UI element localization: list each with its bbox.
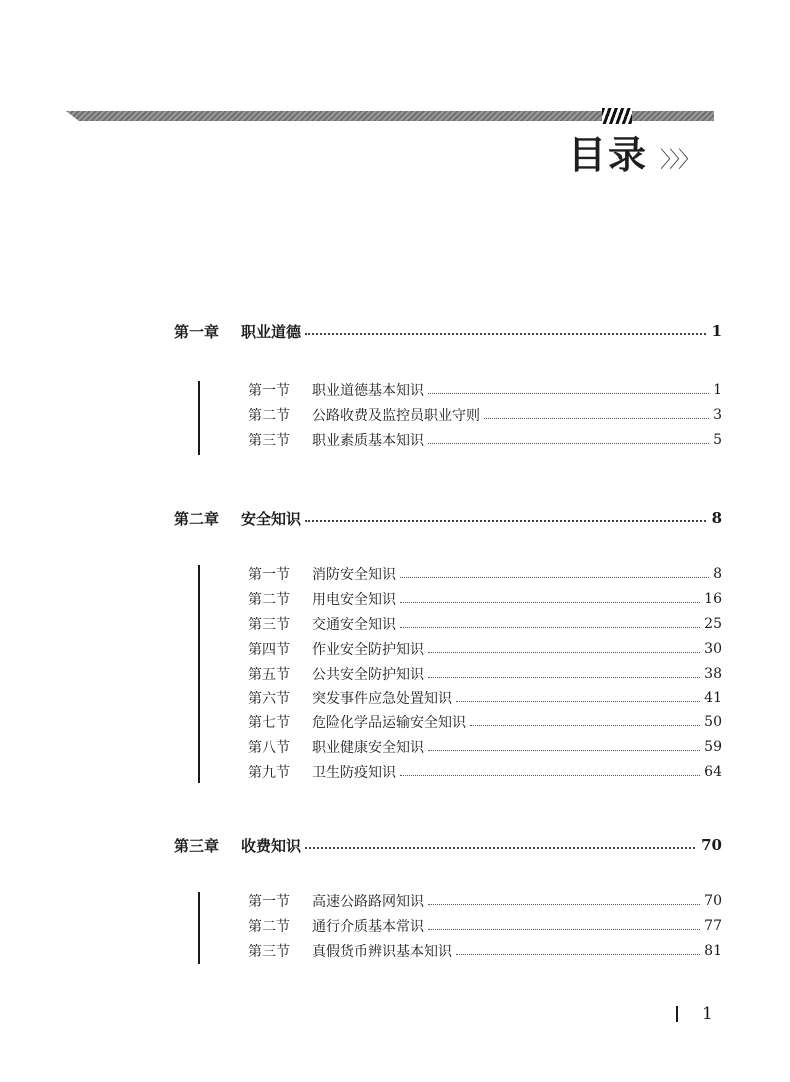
section-page: 30 <box>704 641 722 657</box>
page-number-value: 1 <box>702 1004 713 1024</box>
dot-leader <box>456 701 700 702</box>
dot-leader <box>305 333 706 335</box>
toc-section[interactable] <box>248 939 722 963</box>
dot-leader <box>400 775 700 776</box>
section-page: 25 <box>704 616 722 632</box>
dot-leader <box>400 627 700 628</box>
header-rule-accent <box>602 108 632 124</box>
section-title: 真假货币辨识基本知识 <box>312 944 452 960</box>
toc-section[interactable] <box>248 562 722 586</box>
section-title: 交通安全知识 <box>312 617 396 633</box>
section-page: 5 <box>713 432 722 448</box>
dot-leader <box>428 929 700 930</box>
chapter-page: 1 <box>711 322 722 340</box>
section-title: 职业道德基本知识 <box>312 383 424 399</box>
toc-section[interactable] <box>248 378 722 402</box>
toc-section[interactable] <box>248 686 722 710</box>
toc-section[interactable] <box>248 662 722 686</box>
page-number <box>676 1002 713 1026</box>
section-title: 公共安全防护知识 <box>312 667 424 683</box>
section-page: 41 <box>704 690 722 706</box>
toc-section[interactable] <box>248 428 722 452</box>
section-number: 第五节 <box>248 667 290 683</box>
chevron-right-icon: 〉〉〉 <box>660 148 699 173</box>
section-title: 职业健康安全知识 <box>312 740 424 756</box>
section-bracket-bar <box>198 381 200 455</box>
dot-leader <box>428 443 709 444</box>
chapter-title: 收费知识 <box>241 836 302 855</box>
section-page: 38 <box>704 666 722 682</box>
chapter-page: 8 <box>711 509 722 527</box>
section-title: 公路收费及监控员职业守则 <box>312 408 480 424</box>
section-number: 第一节 <box>248 383 290 399</box>
section-page: 1 <box>713 382 722 398</box>
section-page: 77 <box>704 918 722 934</box>
section-number: 第三节 <box>248 617 290 633</box>
chapter-number: 第一章 <box>174 322 220 341</box>
section-title: 卫生防疫知识 <box>312 765 396 781</box>
dot-leader <box>305 847 695 849</box>
section-title: 作业安全防护知识 <box>312 642 424 658</box>
section-page: 64 <box>704 764 722 780</box>
section-number: 第一节 <box>248 567 290 583</box>
section-title: 通行介质基本常识 <box>312 919 424 935</box>
section-title: 消防安全知识 <box>312 567 396 583</box>
section-title: 危险化学品运输安全知识 <box>312 715 466 731</box>
dot-leader <box>470 725 700 726</box>
section-bracket-bar <box>198 892 200 964</box>
section-list <box>198 889 722 963</box>
section-number: 第四节 <box>248 642 290 658</box>
section-number: 第九节 <box>248 765 290 781</box>
toc-section[interactable] <box>248 637 722 661</box>
dot-leader <box>428 393 709 394</box>
section-number: 第七节 <box>248 715 290 731</box>
dot-leader <box>428 750 700 751</box>
section-page: 70 <box>704 893 722 909</box>
chapter-page: 70 <box>701 836 722 854</box>
toc-section[interactable] <box>248 403 722 427</box>
section-list <box>198 562 722 784</box>
toc-chapter[interactable] <box>174 833 722 857</box>
section-title: 高速公路路网知识 <box>312 894 424 910</box>
dot-leader <box>400 577 709 578</box>
section-page: 81 <box>704 943 722 959</box>
chapter-title: 安全知识 <box>241 509 302 528</box>
toc-section[interactable] <box>248 760 722 784</box>
page-title: 目录 <box>568 133 649 177</box>
toc-chapter[interactable] <box>174 506 722 530</box>
section-list <box>198 378 722 456</box>
dot-leader <box>305 520 706 522</box>
section-page: 50 <box>704 714 722 730</box>
section-number: 第二节 <box>248 408 290 424</box>
section-number: 第六节 <box>248 691 290 707</box>
dot-leader <box>428 904 700 905</box>
section-number: 第二节 <box>248 919 290 935</box>
toc-section[interactable] <box>248 612 722 636</box>
section-title: 突发事件应急处置知识 <box>312 691 452 707</box>
dot-leader <box>484 418 709 419</box>
toc-section[interactable] <box>248 587 722 611</box>
toc-section[interactable] <box>248 914 722 938</box>
dot-leader <box>400 602 700 603</box>
chapter-number: 第三章 <box>174 836 220 855</box>
toc-section[interactable] <box>248 710 722 734</box>
toc-section[interactable] <box>248 889 722 913</box>
toc-chapter[interactable] <box>174 319 722 343</box>
section-title: 用电安全知识 <box>312 592 396 608</box>
section-number: 第八节 <box>248 740 290 756</box>
dot-leader <box>428 652 700 653</box>
toc-section[interactable] <box>248 735 722 759</box>
section-title: 职业素质基本知识 <box>312 433 424 449</box>
section-page: 16 <box>704 591 722 607</box>
dot-leader <box>428 677 700 678</box>
dot-leader <box>456 954 700 955</box>
section-page: 59 <box>704 739 722 755</box>
chapter-number: 第二章 <box>174 509 220 528</box>
section-bracket-bar <box>198 565 200 783</box>
section-page: 8 <box>713 566 722 582</box>
section-number: 第二节 <box>248 592 290 608</box>
chapter-title: 职业道德 <box>241 322 302 341</box>
section-number: 第三节 <box>248 433 290 449</box>
page-number-separator <box>676 1006 678 1022</box>
section-number: 第一节 <box>248 894 290 910</box>
section-number: 第三节 <box>248 944 290 960</box>
section-page: 3 <box>713 407 722 423</box>
